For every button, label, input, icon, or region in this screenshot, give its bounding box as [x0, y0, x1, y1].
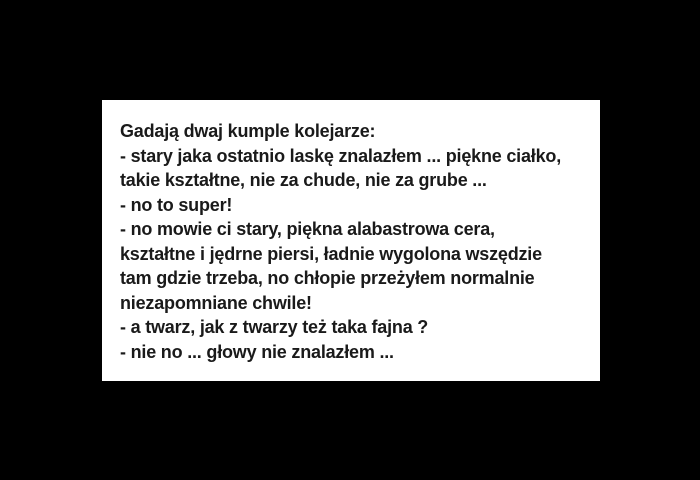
joke-line-2: - stary jaka ostatnio laskę znalazłem ... piękne ciałko,	[120, 145, 561, 166]
joke-line-4: - no to super!	[120, 194, 233, 215]
joke-line-1: Gadają dwaj kumple kolejarze:	[120, 121, 376, 141]
joke-line-6: kształtne i jędrne piersi, ładnie wygolona wszędzie	[120, 243, 542, 264]
joke-text-panel	[102, 100, 600, 381]
joke-line-9: - a twarz, jak z twarzy też taka fajna ?	[120, 317, 429, 337]
joke-line-5: - no mowie ci stary, piękna alabastrowa cera,	[120, 219, 495, 239]
joke-line-7: tam gdzie trzeba, no chłopie przeżyłem normalnie	[120, 268, 535, 288]
joke-line-3: takie kształtne, nie za chude, nie za grube ...	[120, 170, 487, 190]
joke-line-10: - nie no ... głowy nie znalazłem ...	[120, 341, 394, 362]
joke-line-8: niezapomniane chwile!	[120, 292, 312, 313]
